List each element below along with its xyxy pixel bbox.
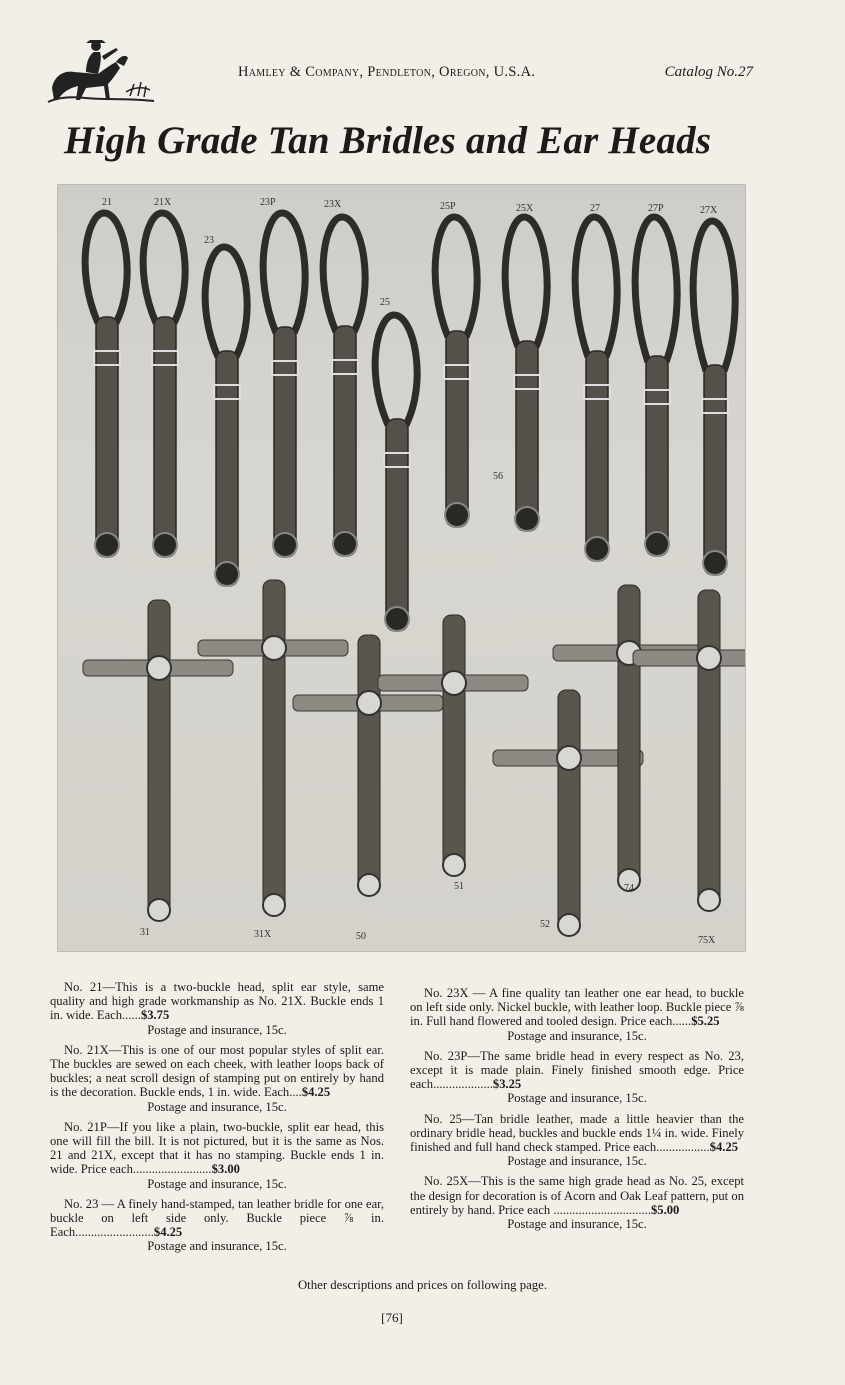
description-item: No. 25—Tan bridle leather, made a little heavier than the ordinary bridle head, buckles and buckle ends 1¼ in. wide. Finely finished and full hand check stamped. Price each.................$4.25 Postage and insurance, 15c. [410,1111,744,1169]
item-number-label: 50 [356,931,366,942]
description-item: No. 21X—This is one of our most popular styles of split ear. The buckles are sewed on each cheek, with leather loops back of buckles; a neat scroll design of stamping put on entirely by hand is the decoration. Buckle ends, 1 in. wide. Each....$4.25 Postage and insurance, 15c. [50,1042,384,1114]
description-item: No. 23P—The same bridle head in every respect as No. 23, except it is made plain. Finely finished smooth edge. Price each...................$3.25 Postage and insurance, 15c. [410,1048,744,1106]
item-number-label: 23X [324,199,342,210]
ear-head-bridle [575,217,617,561]
ear-head-bridle [205,247,247,586]
item-number-label: 25P [440,201,456,212]
bridle-illustration [58,185,745,951]
description-item: No. 21—This is a two-buckle head, split ear style, same quality and high grade workmanship as No. 21X. Buckle ends 1 in. wide. Each......$3.75 Postage and insurance, 15c. [50,980,384,1037]
item-number-label: 27P [648,203,664,214]
page-title: High Grade Tan Bridles and Ear Heads [64,119,712,162]
item-number-label: 56 [493,471,503,482]
item-number-label: 31X [254,929,272,940]
ear-head-bridle [435,217,477,527]
company-header: Hamley & Company, Pendleton, Oregon, U.S.A. [238,64,536,80]
item-number-label: 31 [140,927,150,938]
item-number-label: 51 [454,881,464,892]
item-number-label: 25 [380,297,390,308]
cowboy-horse-logo [46,28,158,106]
item-number-label: 21 [102,197,112,208]
item-number-label: 27 [590,203,600,214]
headstall-bridle [293,635,443,896]
item-number-label: 25X [516,203,534,214]
headstall-bridle [633,590,745,911]
catalog-number: Catalog No.27 [664,64,753,80]
description-item: No. 21P—If you like a plain, two-buckle, split ear head, this one will fill the bill. It is not pictured, but it is the same as Nos. 21 and 21X, except that it has no stamping. Buckle ends 1 in. wide. Price each.........................$3.00 Postage and insurance, 15c. [50,1119,384,1191]
description-item: No. 25X—This is the same high grade head as No. 25, except the design for decoration is of Acorn and Oak Leaf pattern, put on entirely by hand. Price each ...............................$5.00 Postage and insurance, 15c. [410,1174,744,1232]
descriptions-right-column [410,986,744,1237]
description-item: No. 23X — A fine quality tan leather one ear head, to buckle on left side only. Nickel buckle, with leather loop. Buckle piece ⅞ in. Full hand flowered and tooled design. Price each......$5.25 Postage and insurance, 15c. [410,986,744,1043]
item-number-label: 74 [624,883,634,894]
ear-head-bridle [505,217,547,531]
ear-head-bridle [323,217,365,556]
headstall-bridle [378,615,528,876]
footer-note: Other descriptions and prices on following page. [297,1278,548,1292]
ear-head-bridle [375,315,417,631]
ear-head-bridle [85,213,127,557]
item-number-label: 52 [540,919,550,930]
bridle-photo-plate [57,184,746,952]
ear-head-bridle [143,213,185,557]
ear-head-bridle [263,213,305,557]
descriptions-left-column [50,980,384,1260]
headstall-bridle [198,580,348,916]
page-number: [76] [381,1310,403,1325]
item-number-label: 21X [154,197,172,208]
item-number-label: 23P [260,197,276,208]
item-number-label: 75X [698,935,716,946]
description-item: No. 23 — A finely hand-stamped, tan leather bridle for one ear, buckle on left side only. Buckle piece ⅞ in. Each.........................$4.25 Postage and insurance, 15c. [50,1196,384,1254]
item-number-label: 23 [204,235,214,246]
ear-head-bridle [693,221,735,575]
item-number-label: 27X [700,205,718,216]
ear-head-bridle [635,217,677,556]
